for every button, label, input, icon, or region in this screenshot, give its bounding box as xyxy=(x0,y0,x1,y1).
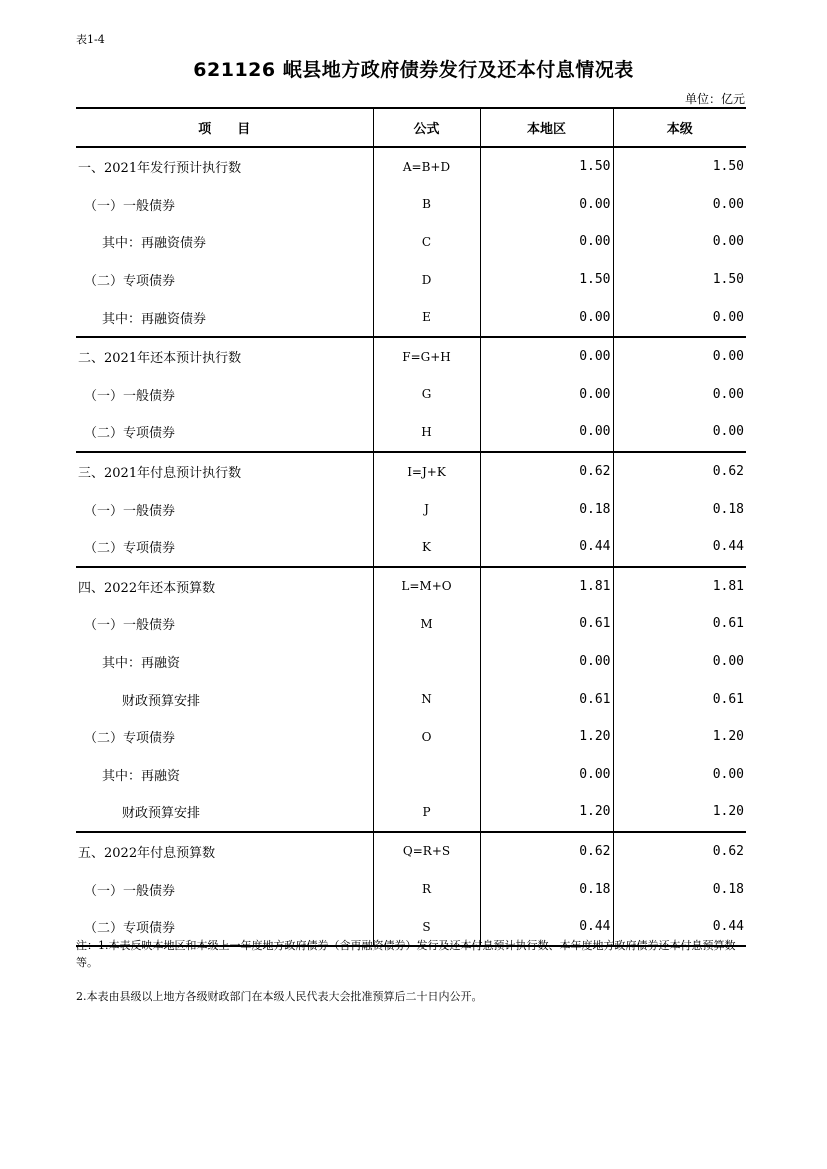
row-item: （二）专项债券 xyxy=(76,528,373,567)
row-formula: K xyxy=(373,528,480,567)
row-item: 四、2022年还本预算数 xyxy=(78,580,216,596)
note-2: 2.本表由县级以上地方各级财政部门在本级人民代表大会批准预算后二十日内公开。 xyxy=(76,990,483,1003)
row-item: （二）专项债券 xyxy=(76,413,373,452)
row-local-value: 1.20 xyxy=(480,718,613,756)
row-formula: P xyxy=(373,793,480,832)
row-item: （一）一般债券 xyxy=(84,388,176,404)
table-row xyxy=(76,413,746,452)
row-local-value: 0.00 xyxy=(480,337,613,376)
row-level-value: 0.00 xyxy=(613,413,746,452)
row-local-value: 0.61 xyxy=(480,680,613,718)
row-formula: O xyxy=(373,718,480,756)
row-formula: C xyxy=(373,223,480,261)
row-level-value: 0.00 xyxy=(613,756,746,794)
row-local-value: 0.18 xyxy=(480,490,613,528)
row-item: 其中：再融资债券 xyxy=(76,298,373,337)
row-item: 其中：再融资债券 xyxy=(102,236,207,252)
table-row xyxy=(76,186,746,224)
sheet-code: 表1-4 xyxy=(76,33,105,46)
row-item: 五、2022年付息预算数 xyxy=(78,845,216,861)
row-item: 其中：再融资 xyxy=(102,656,181,672)
table-row xyxy=(76,870,746,908)
table-row xyxy=(76,567,746,606)
row-local-value: 1.50 xyxy=(480,147,613,186)
row-local-value: 0.00 xyxy=(480,413,613,452)
header-local: 本地区 xyxy=(480,108,613,147)
row-formula: F=G+H xyxy=(373,337,480,376)
row-formula: M xyxy=(373,605,480,643)
row-formula: N xyxy=(373,680,480,718)
row-item: （一）一般债券 xyxy=(84,883,176,899)
row-local-value: 0.18 xyxy=(480,870,613,908)
table-row xyxy=(76,223,746,261)
header-row xyxy=(76,108,746,147)
row-local-value: 0.62 xyxy=(480,832,613,871)
header-level: 本级 xyxy=(613,108,746,147)
row-formula: B xyxy=(373,186,480,224)
row-item: 二、2021年还本预计执行数 xyxy=(78,351,242,367)
row-item: （一）一般债券 xyxy=(84,503,176,519)
row-local-value: 1.50 xyxy=(480,261,613,299)
table-row xyxy=(76,528,746,567)
row-level-value: 1.20 xyxy=(613,718,746,756)
table-row xyxy=(76,147,746,186)
row-level-value: 0.00 xyxy=(613,376,746,414)
table-row xyxy=(76,680,746,718)
row-local-value: 0.62 xyxy=(480,452,613,491)
row-formula: I=J+K xyxy=(373,452,480,491)
row-local-value: 1.20 xyxy=(480,793,613,832)
row-item: 一、2021年发行预计执行数 xyxy=(78,161,242,177)
row-formula: S xyxy=(373,908,480,947)
row-formula: E xyxy=(373,298,480,337)
table-row xyxy=(76,793,746,832)
row-local-value: 0.44 xyxy=(480,908,613,947)
row-item: （一）一般债券 xyxy=(84,618,176,634)
row-level-value: 0.44 xyxy=(613,528,746,567)
header-item: 项 目 xyxy=(76,108,373,147)
row-formula xyxy=(373,756,480,794)
row-level-value: 0.44 xyxy=(613,908,746,947)
row-formula: H xyxy=(373,413,480,452)
row-item: （二）专项债券 xyxy=(84,731,176,747)
row-level-value: 1.81 xyxy=(613,567,746,606)
table-row xyxy=(76,376,746,414)
row-formula: G xyxy=(373,376,480,414)
table-row xyxy=(76,605,746,643)
table-row xyxy=(76,452,746,491)
table-body xyxy=(76,147,746,946)
row-level-value: 0.18 xyxy=(613,870,746,908)
table-row xyxy=(76,718,746,756)
row-item: 财政预算安排 xyxy=(122,693,201,709)
row-level-value: 0.00 xyxy=(613,337,746,376)
table-row xyxy=(76,643,746,681)
row-local-value: 0.00 xyxy=(480,186,613,224)
row-item: 其中：再融资 xyxy=(102,768,181,784)
row-level-value: 0.00 xyxy=(613,643,746,681)
row-level-value: 0.61 xyxy=(613,605,746,643)
row-level-value: 1.50 xyxy=(613,261,746,299)
row-level-value: 0.62 xyxy=(613,452,746,491)
row-local-value: 0.00 xyxy=(480,376,613,414)
page-title: 621126 岷县地方政府债券发行及还本付息情况表 xyxy=(193,59,634,81)
row-level-value: 0.00 xyxy=(613,298,746,337)
row-item: 三、2021年付息预计执行数 xyxy=(78,466,242,482)
row-level-value: 0.18 xyxy=(613,490,746,528)
row-level-value: 1.20 xyxy=(613,793,746,832)
row-local-value: 0.00 xyxy=(480,223,613,261)
table-row xyxy=(76,490,746,528)
row-level-value: 0.00 xyxy=(613,186,746,224)
row-level-value: 0.00 xyxy=(613,223,746,261)
row-level-value: 0.61 xyxy=(613,680,746,718)
row-formula xyxy=(373,643,480,681)
debt-table xyxy=(76,107,746,947)
row-local-value: 1.81 xyxy=(480,567,613,606)
table-row xyxy=(76,261,746,299)
row-item: （一）一般债券 xyxy=(84,198,176,214)
row-local-value: 0.00 xyxy=(480,756,613,794)
table-row xyxy=(76,298,746,337)
unit-label: 单位：亿元 xyxy=(684,92,745,106)
row-item: （二）专项债券 xyxy=(84,274,176,290)
row-formula: J xyxy=(373,490,480,528)
row-formula: R xyxy=(373,870,480,908)
row-local-value: 0.61 xyxy=(480,605,613,643)
row-formula: L=M+O xyxy=(373,567,480,606)
row-formula: Q=R+S xyxy=(373,832,480,871)
row-local-value: 0.00 xyxy=(480,643,613,681)
row-item: 财政预算安排 xyxy=(76,793,373,832)
row-level-value: 0.62 xyxy=(613,832,746,871)
row-formula: A=B+D xyxy=(373,147,480,186)
row-local-value: 0.44 xyxy=(480,528,613,567)
row-formula: D xyxy=(373,261,480,299)
header-formula: 公式 xyxy=(373,108,480,147)
notes xyxy=(76,937,748,1005)
table-row xyxy=(76,756,746,794)
table-row xyxy=(76,337,746,376)
row-level-value: 1.50 xyxy=(613,147,746,186)
table-row xyxy=(76,832,746,871)
row-local-value: 0.00 xyxy=(480,298,613,337)
row-item: （二）专项债券 xyxy=(76,908,373,947)
note-1: 注：1.本表反映本地区和本级上一年度地方政府债券（含再融资债券）发行及还本付息预计执行数、本年度地方政府债券还本付息预算数等。 xyxy=(76,939,736,969)
